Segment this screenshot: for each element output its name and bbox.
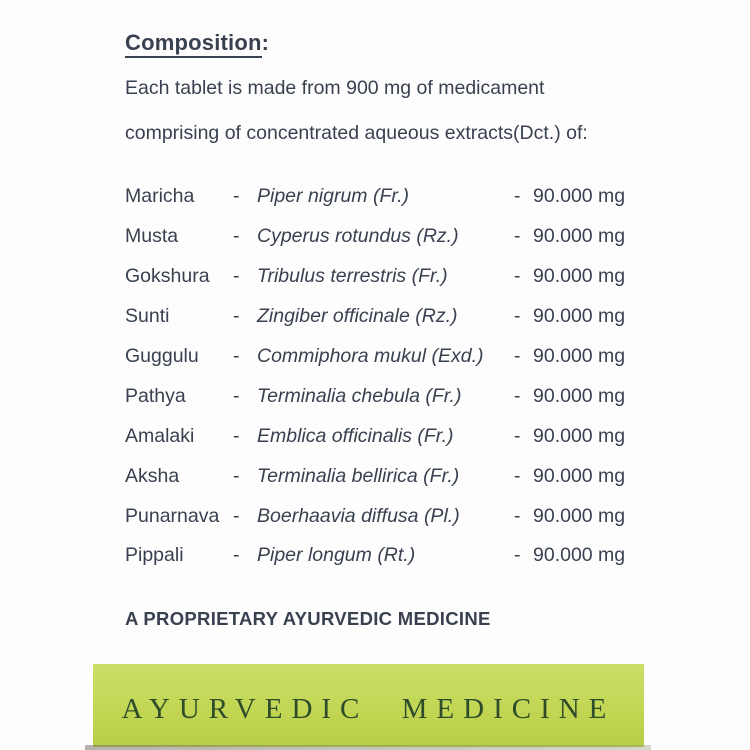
ingredient-botanical: Piper nigrum (Fr.) [257,185,410,208]
separator-dash: - [514,464,521,487]
ingredient-row [125,536,695,576]
ingredient-quantity: 90.000 mg [533,384,626,407]
separator-dash: - [233,265,240,288]
ingredient-row [125,257,695,297]
ingredient-name: Gokshura [125,265,210,288]
separator-dash: - [233,544,240,567]
ingredient-row [125,456,695,496]
ingredient-name: Pathya [125,384,186,407]
separator-dash: - [233,504,240,527]
separator-dash: - [514,544,521,567]
ingredient-name: Musta [125,225,179,248]
ingredient-name: Aksha [125,464,180,487]
separator-dash: - [514,345,521,367]
ingredient-name: Pippali [125,544,184,567]
ingredient-botanical: Piper longum (Rt.) [257,544,416,567]
separator-dash: - [233,185,240,208]
separator-dash: - [514,424,521,447]
ingredient-botanical: Boerhaavia diffusa (Pl.) [257,504,460,527]
ingredient-quantity: 90.000 mg [533,345,626,367]
ingredient-row [125,177,695,217]
ingredient-row [125,416,695,456]
ingredient-quantity: 90.000 mg [533,305,626,328]
ingredient-botanical: Emblica officinalis (Fr.) [257,424,454,447]
proprietary-medicine-statement: A PROPRIETARY AYURVEDIC MEDICINE [125,608,491,629]
separator-dash: - [514,384,521,407]
ayurvedic-medicine-banner [93,664,644,747]
separator-dash: - [233,345,240,367]
label-edge-shadow [85,745,651,750]
ingredient-name: Maricha [125,185,195,208]
composition-heading-word: Composition [125,30,262,58]
separator-dash: - [514,185,521,208]
ingredient-name: Guggulu [125,345,199,367]
separator-dash: - [233,305,240,328]
ingredient-row [125,297,695,337]
ingredient-botanical: Commiphora mukul (Exd.) [257,345,484,367]
composition-heading [125,30,269,56]
separator-dash: - [514,504,521,527]
ingredient-row [125,217,695,257]
ingredient-row [125,496,695,536]
ingredient-row [125,376,695,416]
ingredient-botanical: Cyperus rotundus (Rz.) [257,225,459,248]
ingredient-quantity: 90.000 mg [533,185,626,208]
ingredient-quantity: 90.000 mg [533,544,626,567]
ingredient-list [125,177,695,576]
composition-heading-colon: : [261,30,270,55]
banner-text: AYURVEDIC MEDICINE [121,693,616,725]
ingredient-botanical: Tribulus terrestris (Fr.) [257,265,448,288]
separator-dash: - [514,305,521,328]
ingredient-quantity: 90.000 mg [533,504,626,527]
separator-dash: - [233,464,240,487]
ingredient-row [125,337,695,377]
ingredient-quantity: 90.000 mg [533,225,626,248]
ingredient-botanical: Terminalia chebula (Fr.) [257,384,462,407]
intro-line-2: comprising of concentrated aqueous extracts(Dct.) of: [125,122,588,144]
ingredient-quantity: 90.000 mg [533,464,626,487]
separator-dash: - [233,225,240,248]
separator-dash: - [514,265,521,288]
intro-line-1: Each tablet is made from 900 mg of medicament [125,77,545,99]
separator-dash: - [514,225,521,248]
ingredient-name: Punarnava [125,504,220,527]
ingredient-botanical: Zingiber officinale (Rz.) [257,305,458,328]
ingredient-quantity: 90.000 mg [533,424,626,447]
separator-dash: - [233,384,240,407]
ingredient-botanical: Terminalia bellirica (Fr.) [257,464,460,487]
separator-dash: - [233,424,240,447]
ingredient-name: Sunti [125,305,170,328]
ingredient-quantity: 90.000 mg [533,265,626,288]
ingredient-name: Amalaki [125,424,195,447]
